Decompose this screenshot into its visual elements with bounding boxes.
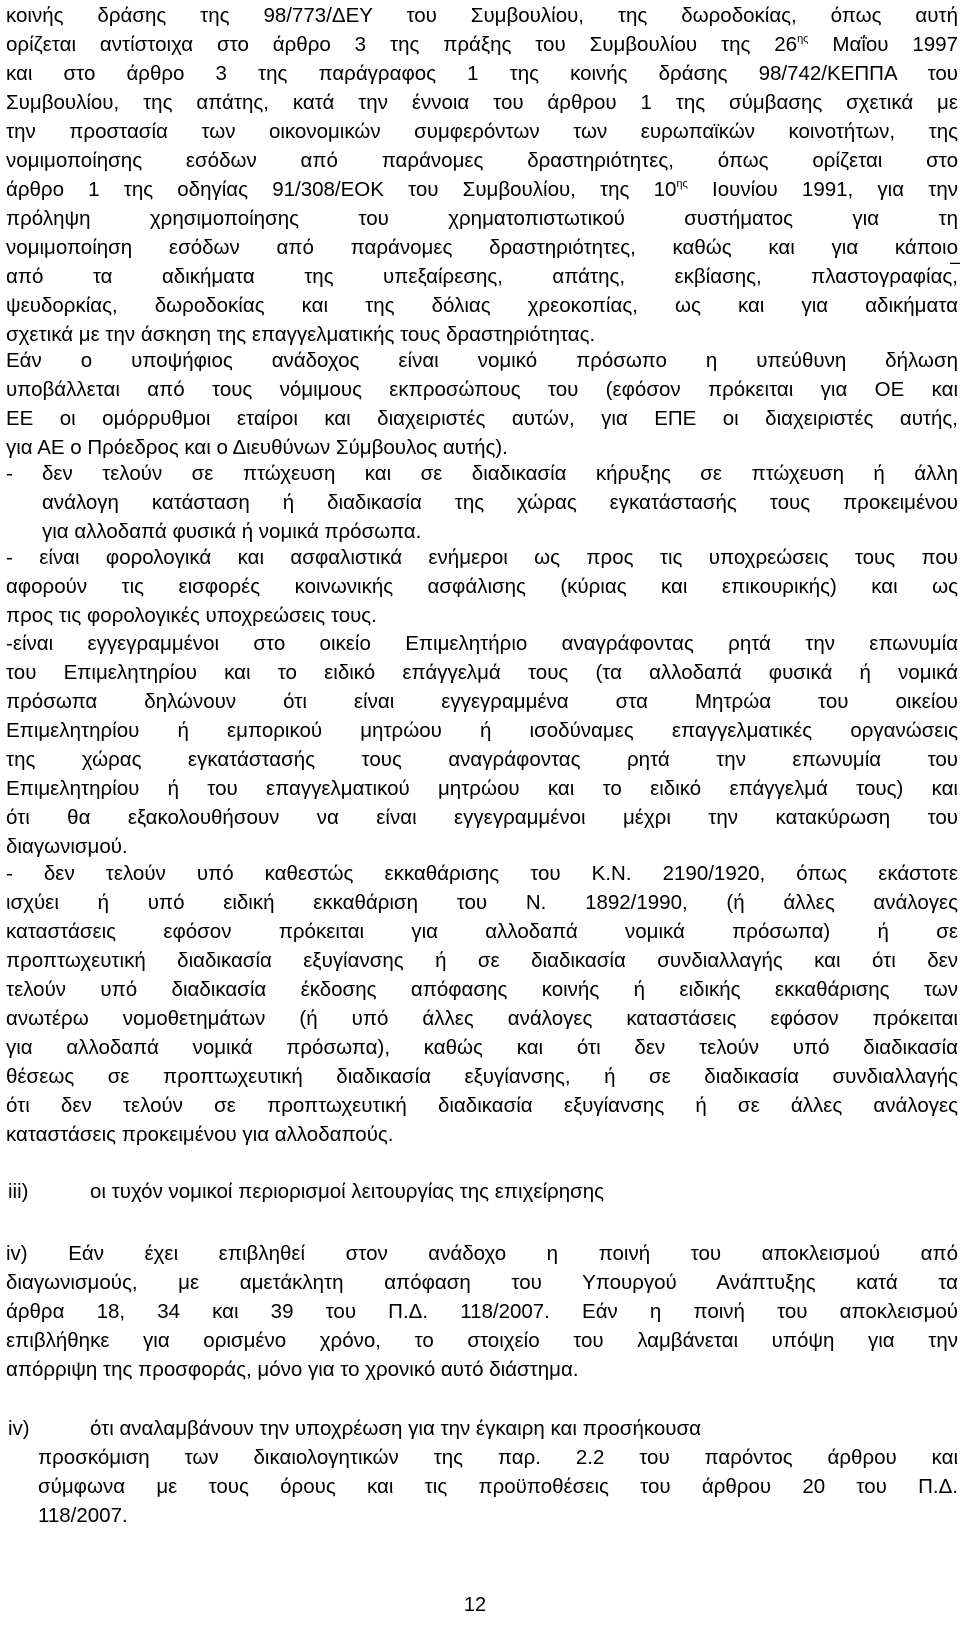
text-line: καταστάσεις εφόσον πρόκειται για αλλοδαπά νομικά πρόσωπα) ή σε [6, 920, 958, 943]
text-line: Συμβουλίου, της απάτης, κατά την έννοια του άρθρου 1 της σύμβασης σχετικά με [6, 91, 958, 114]
text-line: αφορούν τις εισφορές κοινωνικής ασφάλισης (κύριας και επικουρικής) και ως [6, 575, 958, 598]
text-line: και στο άρθρο 3 της παράγραφος 1 της κοινής δράσης 98/742/ΚΕΠΠΑ του [6, 62, 958, 85]
text-line: για αλλοδαπά νομικά πρόσωπα), καθώς και ότι δεν τελούν υπό διαδικασία [6, 1036, 958, 1059]
text-line: για αλλοδαπά φυσικά ή νομικά πρόσωπα. [42, 520, 422, 543]
text-line: προς τις φορολογικές υποχρεώσεις τους. [6, 604, 377, 627]
text-line: Επιμελητηρίου ή του επαγγελματικού μητρώου και το ειδικό επάγγελμά τους) και [6, 777, 958, 800]
text-line: σχετικά με την άσκηση της επαγγελματικής τους δραστηριότητας. [6, 323, 596, 346]
text-line: δεν τελούν σε πτώχευση και σε διαδικασία κήρυξης σε πτώχευση ή άλλη [42, 462, 958, 485]
text-line: ισχύει ή υπό ειδική εκκαθάριση του Ν. 1892/1990, (ή άλλες ανάλογες [6, 891, 958, 914]
text-line: κοινής δράσης της 98/773/ΔΕΥ του Συμβουλίου, της δωροδοκίας, όπως αυτή [6, 4, 958, 27]
text-line: θέσεως σε προπτωχευτική διαδικασία εξυγίανσης, ή σε διαδικασία συνδιαλλαγής [6, 1065, 958, 1088]
text-line: απόρριψη της προσφοράς, μόνο για το χρονικό αυτό διάστημα. [6, 1358, 579, 1381]
text-line: -είναι εγγεγραμμένοι στο οικείο Επιμελητήριο αναγράφοντας ρητά την επωνυμία [6, 632, 958, 655]
list-item-text: ότι αναλαμβάνουν την υποχρέωση για την έγκαιρη και προσήκουσα [90, 1417, 701, 1440]
superscript: ης [676, 178, 688, 190]
text-line: σύμφωνα με τους όρους και τις προϋποθέσεις του άρθρου 20 του Π.Δ. [38, 1475, 958, 1498]
page-number: 12 [463, 1594, 487, 1616]
text-line: ανωτέρω νομοθετημάτων (ή υπό άλλες ανάλογες καταστάσεις εφόσον πρόκειται [6, 1007, 958, 1030]
dash-bullet: - [6, 462, 13, 485]
text-line: - δεν τελούν υπό καθεστώς εκκαθάρισης του Κ.Ν. 2190/1920, όπως εκάστοτε [6, 862, 958, 885]
text-line: ότι θα εξακολουθήσουν να είναι εγγεγραμμένοι μέχρι την κατακύρωση του [6, 806, 958, 829]
text-line: πρόσωπα δηλώνουν ότι είναι εγγεγραμμένα στα Μητρώα του οικείου [6, 690, 958, 713]
text-line: διαγωνισμούς, με αμετάκλητη απόφαση του Υπουργού Ανάπτυξης κατά τα [6, 1271, 958, 1294]
text-line: iv) Εάν έχει επιβληθεί στον ανάδοχο η ποινή του αποκλεισμού από [6, 1242, 958, 1265]
text-line: ότι δεν τελούν σε προπτωχευτική διαδικασία εξυγίανσης ή σε άλλες ανάλογες [6, 1094, 958, 1117]
list-item-number: iv) [8, 1417, 30, 1440]
text-line: ανάλογη κατάσταση ή διαδικασία της χώρας εγκατάστασής τους προκειμένου [42, 491, 958, 514]
text-line: άρθρο 1 της οδηγίας 91/308/ΕΟΚ του Συμβουλίου, της $10^{\eta\varsigma}$ Ιουνίου 1991, για την [6, 178, 958, 201]
text-line: νομιμοποίηση εσόδων από παράνομες δραστηριότητες, καθώς και για κάποιο [6, 236, 958, 259]
text-line: - είναι φορολογικά και ασφαλιστικά ενήμεροι ως προς τις υποχρεώσεις τους που [6, 546, 958, 569]
text-line: άρθρα 18, 34 και 39 του Π.Δ. 118/2007. Εάν η ποινή του αποκλεισμού [6, 1300, 958, 1323]
text-line: καταστάσεις προκειμένου για αλλοδαπούς. [6, 1123, 394, 1146]
text-line: διαγωνισμού. [6, 835, 128, 858]
list-item-text: οι τυχόν νομικοί περιορισμοί λειτουργίας της επιχείρησης [90, 1180, 605, 1203]
text-line: τελούν υπό διαδικασία έκδοσης απόφασης κοινής ή ειδικής εκκαθάρισης των [6, 978, 958, 1001]
list-item-iii [0, 1178, 960, 1206]
text-line: ψευδορκίας, δωροδοκίας και της δόλιας χρεοκοπίας, ως και για αδικήματα [6, 294, 958, 317]
superscript: ης [797, 33, 809, 45]
text-line: πρόληψη χρησιμοποίησης του χρηματοπιστωτικού συστήματος για τη [6, 207, 958, 230]
list-item-heading [0, 1415, 960, 1443]
text-line: Επιμελητηρίου ή εμπορικού μητρώου ή ισοδύναμες επαγγελματικές οργανώσεις [6, 719, 958, 742]
text-line: προπτωχευτική διαδικασία εξυγίανσης ή σε διαδικασία συνδιαλλαγής και ότι δεν [6, 949, 958, 972]
text-line: της χώρας εγκατάστασής τους αναγράφοντας ρητά την επωνυμία του [6, 748, 958, 771]
text-line: την προστασία των οικονομικών συμφερόντων των ευρωπαϊκών κοινοτήτων, της [6, 120, 958, 143]
text-line: από τα αδικήματα της υπεξαίρεσης, απάτης, εκβίασης, πλαστογραφίας, [6, 265, 958, 288]
text-line: Εάν ο υποψήφιος ανάδοχος είναι νομικό πρόσωπο η υπεύθυνη δήλωση [6, 349, 958, 372]
text-line: 118/2007. [38, 1504, 128, 1527]
text-line: ορίζεται αντίστοιχα στο άρθρο 3 της πράξης του Συμβουλίου της $26^{\eta\varsigma}$ Μαΐου 1997 [6, 33, 958, 56]
text-line: υποβάλλεται από τους νόμιμους εκπροσώπους του (εφόσον πρόκειται για ΟΕ και [6, 378, 958, 401]
list-item-number: iii) [8, 1180, 29, 1203]
text-line: ΕΕ οι ομόρρυθμοι εταίροι και διαχειριστές αυτών, για ΕΠΕ οι διαχειριστές αυτής, [6, 407, 958, 430]
text-line: του Επιμελητηρίου και το ειδικό επάγγελμά τους (τα αλλοδαπά φυσικά ή νομικά [6, 661, 958, 684]
text-line: προσκόμιση των δικαιολογητικών της παρ. 2.2 του παρόντος άρθρου και [38, 1446, 958, 1469]
text-line: νομιμοποίησης εσόδων από παράνομες δραστηριότητες, όπως ορίζεται στο [6, 149, 958, 172]
margin-mark: – [950, 252, 960, 272]
text-line: επιβλήθηκε για ορισμένο χρόνο, το στοιχείο του λαμβάνεται υπόψη για την [6, 1329, 958, 1352]
text-line: για ΑΕ ο Πρόεδρος και ο Διευθύνων Σύμβουλος αυτής). [6, 436, 508, 459]
